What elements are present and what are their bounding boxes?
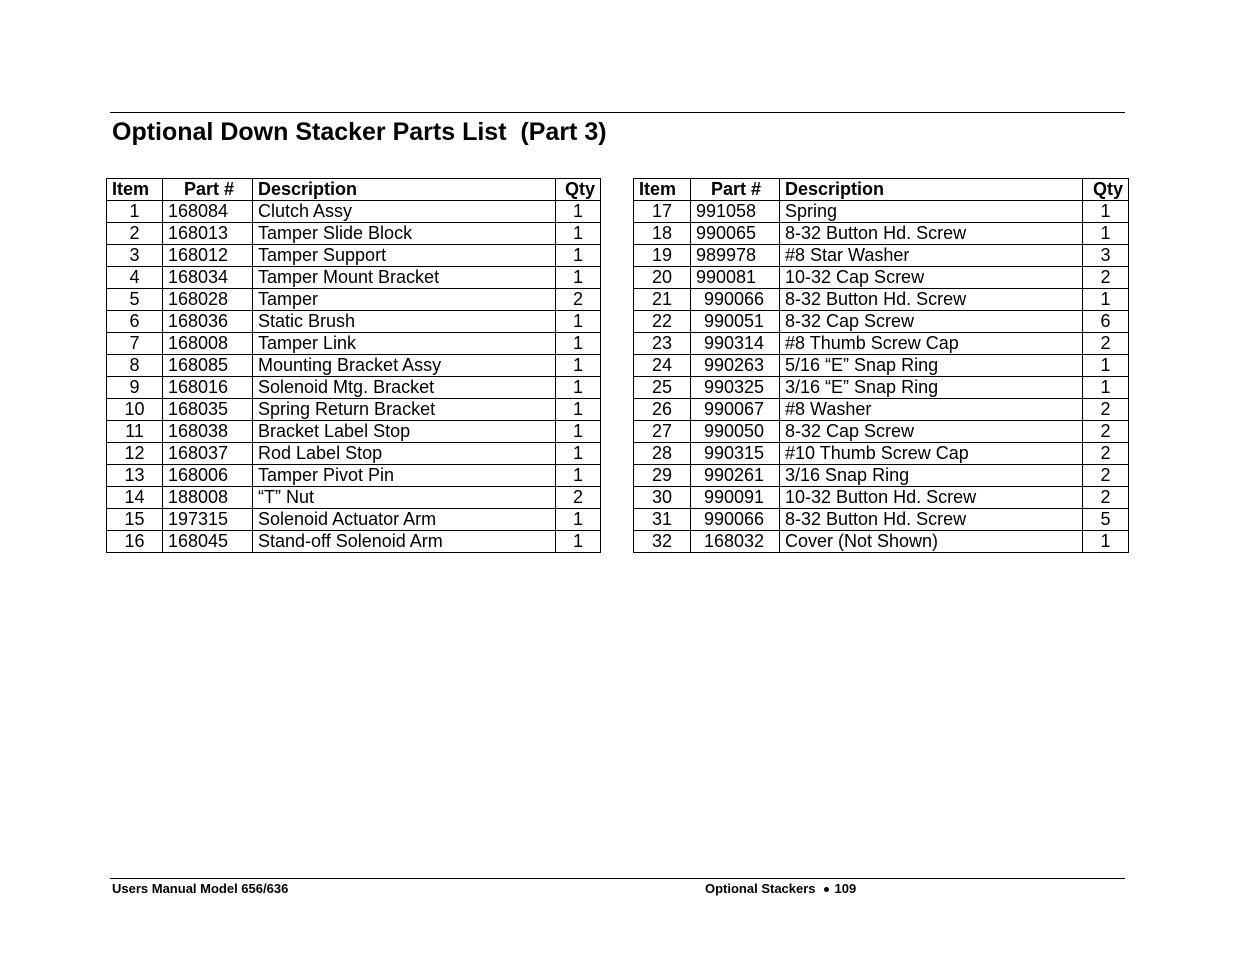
part-number-cell: 989978 <box>691 245 780 267</box>
qty-cell: 2 <box>1083 465 1129 487</box>
description-cell: Tamper Support <box>253 245 556 267</box>
table-row <box>107 333 601 355</box>
description-cell: Tamper Mount Bracket <box>253 267 556 289</box>
table-row <box>634 223 1129 245</box>
item-cell: 11 <box>107 421 163 443</box>
description-cell: Tamper Link <box>253 333 556 355</box>
table-row <box>107 289 601 311</box>
item-cell: 23 <box>634 333 691 355</box>
item-cell: 28 <box>634 443 691 465</box>
description-cell: 8-32 Button Hd. Screw <box>780 289 1083 311</box>
description-cell: Tamper Slide Block <box>253 223 556 245</box>
table-row <box>107 465 601 487</box>
qty-cell: 1 <box>556 201 601 223</box>
item-cell: 14 <box>107 487 163 509</box>
part-number-cell: 990066 <box>691 289 780 311</box>
qty-cell: 2 <box>556 487 601 509</box>
part-number-cell: 168012 <box>163 245 253 267</box>
item-cell: 3 <box>107 245 163 267</box>
part-number-cell: 168028 <box>163 289 253 311</box>
qty-cell: 2 <box>1083 487 1129 509</box>
description-cell: 5/16 “E” Snap Ring <box>780 355 1083 377</box>
part-number-cell: 168008 <box>163 333 253 355</box>
description-cell: 8-32 Cap Screw <box>780 421 1083 443</box>
parts-table-left <box>106 178 601 553</box>
description-cell: Stand-off Solenoid Arm <box>253 531 556 553</box>
table-row <box>107 201 601 223</box>
table-row <box>634 355 1129 377</box>
qty-cell: 1 <box>1083 531 1129 553</box>
part-number-cell: 168045 <box>163 531 253 553</box>
table-row <box>634 487 1129 509</box>
table-row <box>107 399 601 421</box>
part-number-cell: 990066 <box>691 509 780 531</box>
page-title: Optional Down Stacker Parts List (Part 3) <box>112 118 607 146</box>
description-cell: Rod Label Stop <box>253 443 556 465</box>
description-cell: Static Brush <box>253 311 556 333</box>
item-cell: 6 <box>107 311 163 333</box>
qty-cell: 1 <box>556 531 601 553</box>
part-number-cell: 168084 <box>163 201 253 223</box>
description-cell: 8-32 Cap Screw <box>780 311 1083 333</box>
part-number-cell: 990067 <box>691 399 780 421</box>
table-row <box>634 443 1129 465</box>
page-number: 109 <box>834 881 857 896</box>
parts-table-right <box>633 178 1129 553</box>
qty-cell: 1 <box>1083 223 1129 245</box>
table-row <box>634 245 1129 267</box>
qty-cell: 1 <box>556 245 601 267</box>
table-row <box>107 421 601 443</box>
header-item: Item <box>634 179 691 201</box>
part-number-cell: 990050 <box>691 421 780 443</box>
table-row <box>634 399 1129 421</box>
table-row <box>107 377 601 399</box>
part-number-cell: 168036 <box>163 311 253 333</box>
table-row <box>634 421 1129 443</box>
item-cell: 31 <box>634 509 691 531</box>
qty-cell: 3 <box>1083 245 1129 267</box>
qty-cell: 1 <box>556 311 601 333</box>
description-cell: Tamper Pivot Pin <box>253 465 556 487</box>
item-cell: 32 <box>634 531 691 553</box>
item-cell: 8 <box>107 355 163 377</box>
qty-cell: 2 <box>1083 333 1129 355</box>
part-number-cell: 990091 <box>691 487 780 509</box>
item-cell: 27 <box>634 421 691 443</box>
qty-cell: 6 <box>1083 311 1129 333</box>
table-header-row <box>634 179 1129 201</box>
qty-cell: 1 <box>1083 355 1129 377</box>
qty-cell: 2 <box>556 289 601 311</box>
description-cell: Clutch Assy <box>253 201 556 223</box>
part-number-cell: 168013 <box>163 223 253 245</box>
description-cell: Bracket Label Stop <box>253 421 556 443</box>
description-cell: #8 Washer <box>780 399 1083 421</box>
part-number-cell: 168085 <box>163 355 253 377</box>
header-description: Description <box>253 179 556 201</box>
item-cell: 30 <box>634 487 691 509</box>
part-number-cell: 990065 <box>691 223 780 245</box>
table-row <box>107 223 601 245</box>
item-cell: 22 <box>634 311 691 333</box>
qty-cell: 5 <box>1083 509 1129 531</box>
part-number-cell: 197315 <box>163 509 253 531</box>
header-part: Part # <box>691 179 780 201</box>
qty-cell: 1 <box>556 267 601 289</box>
table-row <box>634 509 1129 531</box>
table-row <box>634 311 1129 333</box>
description-cell: “T” Nut <box>253 487 556 509</box>
table-row <box>107 487 601 509</box>
description-cell: Spring Return Bracket <box>253 399 556 421</box>
description-cell: 10-32 Button Hd. Screw <box>780 487 1083 509</box>
item-cell: 15 <box>107 509 163 531</box>
item-cell: 1 <box>107 201 163 223</box>
qty-cell: 1 <box>556 443 601 465</box>
part-number-cell: 168006 <box>163 465 253 487</box>
footer-section-name: Optional Stackers <box>705 881 816 896</box>
part-number-cell: 990315 <box>691 443 780 465</box>
item-cell: 10 <box>107 399 163 421</box>
description-cell: #8 Thumb Screw Cap <box>780 333 1083 355</box>
header-description: Description <box>780 179 1083 201</box>
description-cell: Tamper <box>253 289 556 311</box>
table-row <box>634 289 1129 311</box>
part-number-cell: 990263 <box>691 355 780 377</box>
footer-manual-title: Users Manual Model 656/636 <box>112 881 289 896</box>
table-row <box>107 531 601 553</box>
item-cell: 16 <box>107 531 163 553</box>
part-number-cell: 168016 <box>163 377 253 399</box>
qty-cell: 1 <box>556 509 601 531</box>
description-cell: 10-32 Cap Screw <box>780 267 1083 289</box>
item-cell: 2 <box>107 223 163 245</box>
table-header-row <box>107 179 601 201</box>
table-row <box>107 245 601 267</box>
part-number-cell: 168035 <box>163 399 253 421</box>
item-cell: 19 <box>634 245 691 267</box>
qty-cell: 2 <box>1083 267 1129 289</box>
table-row <box>634 201 1129 223</box>
item-cell: 5 <box>107 289 163 311</box>
description-cell: Mounting Bracket Assy <box>253 355 556 377</box>
header-qty: Qty <box>556 179 601 201</box>
description-cell: Cover (Not Shown) <box>780 531 1083 553</box>
item-cell: 7 <box>107 333 163 355</box>
table-row <box>634 465 1129 487</box>
part-number-cell: 168038 <box>163 421 253 443</box>
item-cell: 13 <box>107 465 163 487</box>
item-cell: 26 <box>634 399 691 421</box>
part-number-cell: 188008 <box>163 487 253 509</box>
description-cell: 3/16 “E” Snap Ring <box>780 377 1083 399</box>
item-cell: 29 <box>634 465 691 487</box>
qty-cell: 2 <box>1083 443 1129 465</box>
description-cell: Solenoid Mtg. Bracket <box>253 377 556 399</box>
qty-cell: 1 <box>1083 289 1129 311</box>
table-row <box>634 267 1129 289</box>
item-cell: 18 <box>634 223 691 245</box>
qty-cell: 1 <box>556 223 601 245</box>
description-cell: #10 Thumb Screw Cap <box>780 443 1083 465</box>
part-number-cell: 990051 <box>691 311 780 333</box>
part-number-cell: 168034 <box>163 267 253 289</box>
qty-cell: 1 <box>556 355 601 377</box>
description-cell: Solenoid Actuator Arm <box>253 509 556 531</box>
footer-section <box>705 881 856 897</box>
part-number-cell: 990261 <box>691 465 780 487</box>
header-part: Part # <box>163 179 253 201</box>
item-cell: 24 <box>634 355 691 377</box>
qty-cell: 2 <box>1083 421 1129 443</box>
qty-cell: 1 <box>1083 201 1129 223</box>
qty-cell: 1 <box>1083 377 1129 399</box>
header-qty: Qty <box>1083 179 1129 201</box>
table-row <box>634 377 1129 399</box>
part-number-cell: 168032 <box>691 531 780 553</box>
table-row <box>107 509 601 531</box>
item-cell: 20 <box>634 267 691 289</box>
table-row <box>634 333 1129 355</box>
item-cell: 17 <box>634 201 691 223</box>
table-row <box>634 531 1129 553</box>
qty-cell: 1 <box>556 377 601 399</box>
qty-cell: 1 <box>556 421 601 443</box>
qty-cell: 1 <box>556 399 601 421</box>
description-cell: 8-32 Button Hd. Screw <box>780 223 1083 245</box>
part-number-cell: 990081 <box>691 267 780 289</box>
qty-cell: 2 <box>1083 399 1129 421</box>
bullet-icon <box>824 887 829 892</box>
part-number-cell: 990325 <box>691 377 780 399</box>
item-cell: 12 <box>107 443 163 465</box>
part-number-cell: 168037 <box>163 443 253 465</box>
part-number-cell: 990314 <box>691 333 780 355</box>
header-item: Item <box>107 179 163 201</box>
description-cell: #8 Star Washer <box>780 245 1083 267</box>
description-cell: 8-32 Button Hd. Screw <box>780 509 1083 531</box>
part-number-cell: 991058 <box>691 201 780 223</box>
description-cell: Spring <box>780 201 1083 223</box>
description-cell: 3/16 Snap Ring <box>780 465 1083 487</box>
table-row <box>107 355 601 377</box>
qty-cell: 1 <box>556 465 601 487</box>
item-cell: 25 <box>634 377 691 399</box>
item-cell: 21 <box>634 289 691 311</box>
header-rule <box>110 112 1125 113</box>
item-cell: 9 <box>107 377 163 399</box>
table-row <box>107 267 601 289</box>
qty-cell: 1 <box>556 333 601 355</box>
table-row <box>107 443 601 465</box>
footer-rule <box>110 878 1125 879</box>
item-cell: 4 <box>107 267 163 289</box>
table-row <box>107 311 601 333</box>
